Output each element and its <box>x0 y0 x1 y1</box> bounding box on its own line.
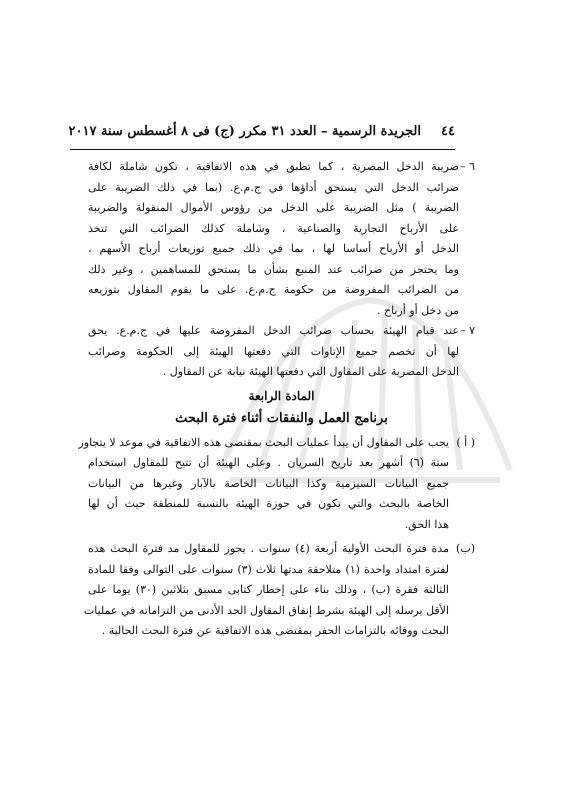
text-line: وما يحتجز من ضرائب عند المنبع بشأن ما يستحق للمساهمين ، وغير ذلك <box>88 262 459 276</box>
item-marker: ٦ – <box>460 160 475 173</box>
text-line: على الأرباح التجارية والصناعية ، وشاملة كذلك الضرائب التي تتخذ <box>88 221 459 235</box>
article-subheading: برنامج العمل والنفقات أثناء فترة البحث <box>175 410 388 426</box>
text-line: البحث ووفائه بالتزامات الحفر بمقتضى هذه الاتفاقية عن فترة البحث الحالية . <box>101 624 449 637</box>
text-line: لها أن تخصم جميع الإتاوات التي دفعتها الهيئة إلى الحكومة وضرائب <box>88 344 459 358</box>
paragraph-marker: ( أ ) <box>456 435 475 449</box>
page-header <box>70 124 455 150</box>
text-line: هذا الحق. <box>404 517 449 531</box>
text-line: الدخل المصرية على المقاول التي دفعتها الهيئة نيابة عن المقاول . <box>162 365 459 378</box>
paragraph-marker: (ب) <box>456 542 475 555</box>
text-line: ضريبة الدخل المصرية ، كما تطبق في هذه الاتفاقية ، تكون شاملة لكافة <box>88 160 459 173</box>
text-line: من الضرائب المفروضة من حكومة ج.م.ع. على ما يقوم المقاول بتوزيعه <box>88 283 459 296</box>
text-line: الخاصة بالبحث والتي تكون في حوزة الهيئة بالنسبة للمنطقة حيث أن لها <box>88 497 449 510</box>
document-body <box>78 157 475 642</box>
header-rule <box>70 149 455 150</box>
text-line: الثالثة فقرة (ب) ، وذلك بناء على إخطار كتابى مسبق بثلاثين (٣٠) يوما على <box>88 583 449 596</box>
article-heading: المادة الرابعة <box>248 388 315 403</box>
text-line: الدخل أو الأرباح أساسا لها ، بما في ذلك جميع توزيعات أرباح الأسهم ، <box>88 242 459 255</box>
text-line: الضريبة ) مثل الضريبة على الدخل من رؤوس الأموال المنقولة والضريبة <box>88 201 459 214</box>
text-line: عند قيام الهيئة بحساب ضرائب الدخل المفروضة عليها في ج.م.ع. يحق <box>88 324 459 337</box>
page-number: ٤٤ <box>441 124 455 139</box>
gazette-title: الجريدة الرسمية – العدد ٣١ مكرر (ج) فى ٨ أغسطس سنة ٢٠١٧ <box>68 124 421 139</box>
text-line: ستة (٦) أشهر بعد تاريخ السريان . وعلى الهيئة أن تتيح للمقاول استخدام <box>88 456 449 469</box>
text-line: مدة فترة البحث الأولية أربعة (٤) سنوات . يجوز للمقاول مد فترة البحث هذه <box>88 542 449 555</box>
paragraph-b <box>83 539 475 642</box>
text-line: لفترة امتداد واحدة (١) متلاحقة مدتها ثلاث (٣) سنوات على التوالى وفقا للمادة <box>88 562 449 576</box>
item-marker: ٧ – <box>460 324 475 337</box>
text-line: يجب على المقاول أن يبدأ عمليات البحث بمقتضى هذه الاتفاقية في موعد لا يتجاوز <box>78 435 449 449</box>
text-line: جميع البيانات السيزمية وكذا البيانات الخاصة بالآبار وغيرها من البيانات <box>88 476 449 490</box>
list-item <box>88 157 475 321</box>
text-line: الأقل يرسله إلى الهيئة بشرط إنفاق المقاول الحد الأدنى من التزاماته في عمليات <box>83 603 449 617</box>
paragraph-a <box>78 433 475 536</box>
text-line: ضرائب الدخل التي يستحق أداؤها في ج.م.ع. (بما في ذلك الضريبة على <box>88 180 459 194</box>
text-line: من دخل أو أرباح . <box>376 303 459 317</box>
list-item <box>88 321 475 383</box>
